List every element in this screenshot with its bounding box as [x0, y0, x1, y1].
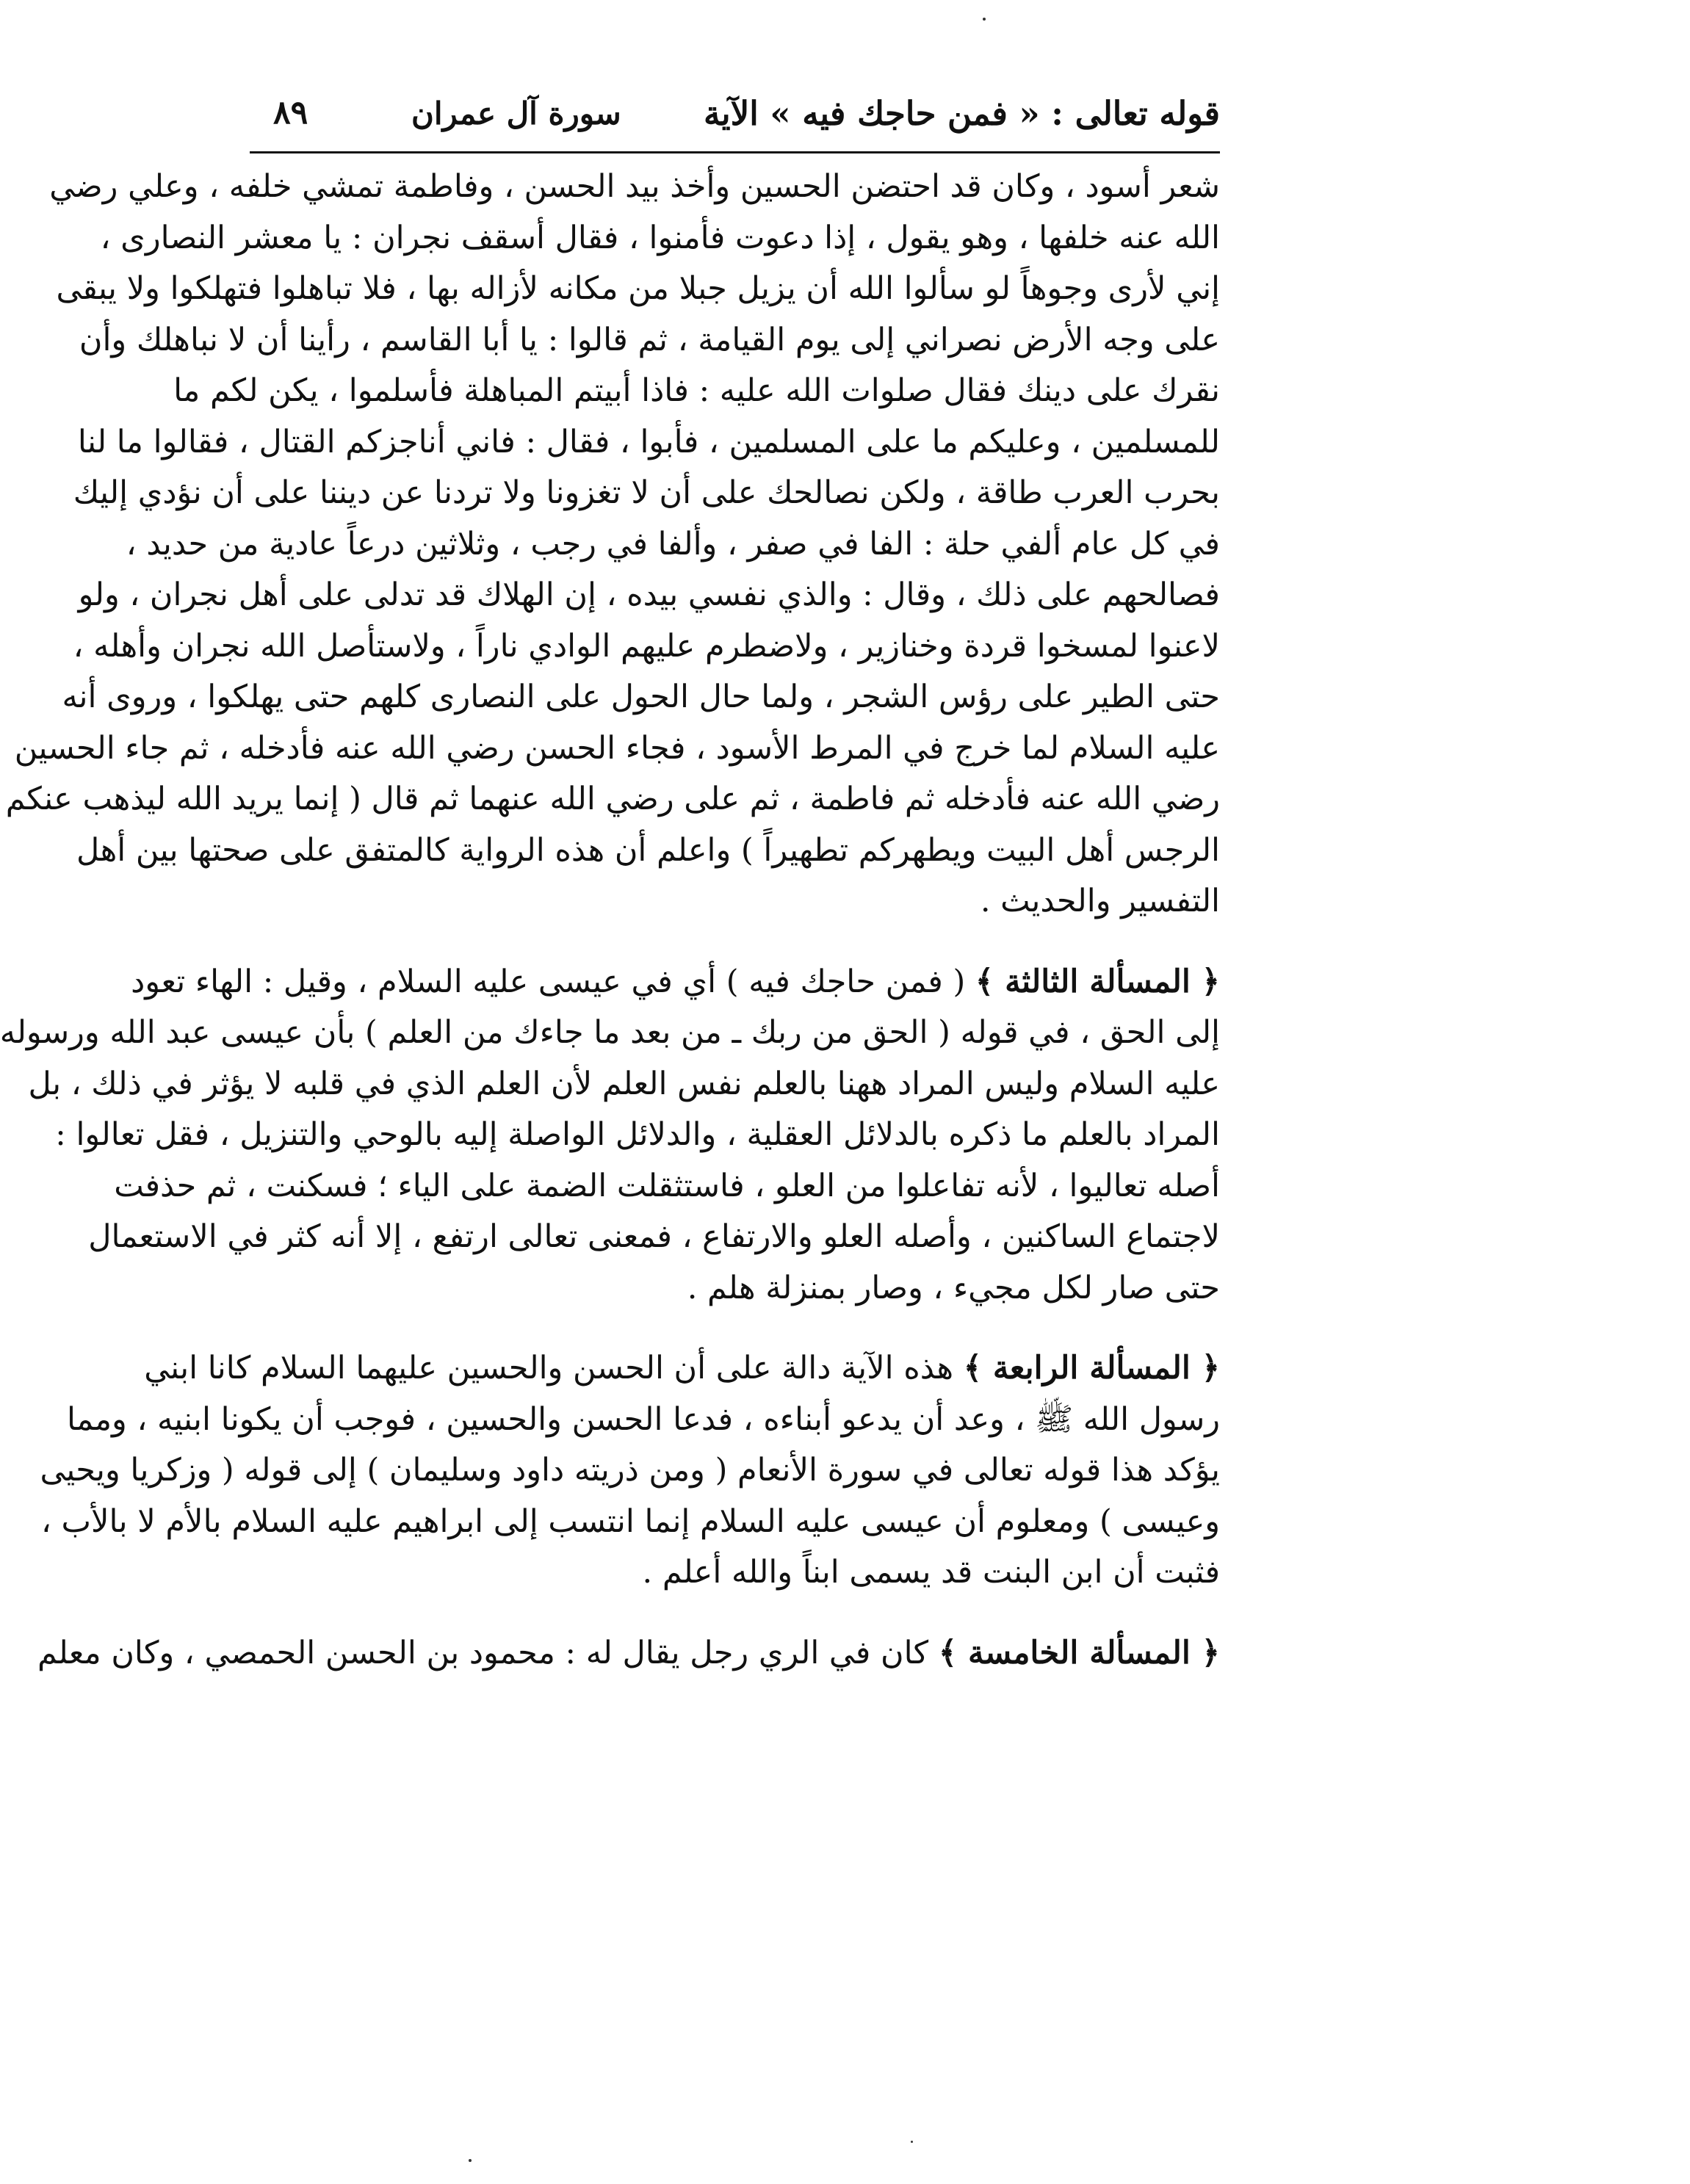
- text-line: للمسلمين ، وعليكم ما على المسلمين ، فأبوا ، فقال : فاني أناجزكم القتال ، فقالوا ما لنا: [77, 423, 1220, 460]
- running-head-surah: سورة آل عمران: [411, 95, 621, 131]
- text-fragment: هذه الآية دالة على أن الحسن والحسين عليهما السلام كانا ابني: [144, 1350, 964, 1386]
- text-fragment: ( فمن حاجك فيه ) أي في عيسى عليه السلام ، وقيل : الهاء تعود: [131, 963, 975, 1000]
- text-line: وعيسى ) ومعلوم أن عيسى عليه السلام إنما انتسب إلى ابراهيم عليه السلام بالأم لا بالأب ،: [40, 1503, 1220, 1540]
- text-line: إلى الحق ، في قوله ( الحق من ربك ـ من بعد ما جاءك من العلم ) بأن عيسى عبد الله ورسوله: [0, 1014, 1220, 1051]
- text-line: بحرب العرب طاقة ، ولكن نصالحك على أن لا تغزونا ولا تردنا عن ديننا على أن نؤدي إليك: [73, 474, 1220, 511]
- text-line: حتى صار لكل مجيء ، وصار بمنزلة هلم .: [687, 1269, 1220, 1306]
- text-line: لاجتماع الساكنين ، وأصله العلو والارتفاع ، فمعنى تعالى ارتفع ، إلا أنه كثر في الاستعمال: [88, 1218, 1220, 1255]
- text-line: [131, 957, 1220, 1008]
- paragraph-third-issue: [0, 957, 1220, 1315]
- text-line: على وجه الأرض نصراني إلى يوم القيامة ، ثم قالوا : يا أبا القاسم ، رأينا أن لا نباهلك وأن: [79, 321, 1220, 358]
- text-line: عليه السلام وليس المراد ههنا بالعلم نفس العلم لأن العلم الذي في قلبه لا يؤثر في ذلك ، بل: [28, 1065, 1220, 1102]
- paragraph-fifth-issue: [37, 1628, 1220, 1679]
- text-line: إني لأرى وجوهاً لو سألوا الله أن يزيل جبلا من مكانه لأزاله بها ، فلا تباهلوا فتهلكوا ولا يبقى: [56, 270, 1220, 307]
- text-line: أصله تعاليوا ، لأنه تفاعلوا من العلو ، فاستثقلت الضمة على الياء ؛ فسكنت ، ثم حذفت: [114, 1167, 1220, 1204]
- text-line: لاعنوا لمسخوا قردة وخنازير ، ولاضطرم عليهم الوادي ناراً ، ولاستأصل الله نجران وأهله ،: [73, 627, 1220, 665]
- section-heading: ﴿ المسألة الخامسة ﴾: [938, 1634, 1220, 1671]
- text-line: نقرك على دينك فقال صلوات الله عليه : فاذا أبيتم المباهلة فأسلموا ، يكن لكم ما: [173, 372, 1220, 409]
- scan-speck: [983, 18, 986, 21]
- section-heading: ﴿ المسألة الرابعة ﴾: [963, 1350, 1220, 1386]
- text-fragment: كان في الري رجل يقال له : محمود بن الحسن الحمصي ، وكان معلم: [37, 1634, 939, 1671]
- body-text: [0, 162, 1220, 1679]
- text-line: فصالحهم على ذلك ، وقال : والذي نفسي بيده ، إن الهلاك قد تدلى على أهل نجران ، ولو: [78, 576, 1220, 613]
- section-heading: ﴿ المسألة الثالثة ﴾: [975, 963, 1220, 1000]
- running-head-title: قوله تعالى : « فمن حاجك فيه » الآية: [703, 94, 1220, 133]
- running-head: [250, 88, 1220, 147]
- paragraph-fourth-issue: [40, 1343, 1220, 1599]
- text-line: رسول الله ﷺ ، وعد أن يدعو أبناءه ، فدعا الحسن والحسين ، فوجب أن يكونا ابنيه ، ومما: [67, 1400, 1220, 1438]
- text-line: عليه السلام لما خرج في المرط الأسود ، فجاء الحسن رضي الله عنه فأدخله ، ثم جاء الحسين: [14, 729, 1220, 767]
- header-rule: [250, 151, 1220, 153]
- page-number: ٨٩: [273, 94, 308, 131]
- text-line: في كل عام ألفي حلة : الفا في صفر ، وألفا في رجب ، وثلاثين درعاً عادية من حديد ،: [126, 525, 1220, 563]
- text-line: الرجس أهل البيت ويطهركم تطهيراً ) واعلم أن هذه الرواية كالمتفق على صحتها بين أهل: [76, 831, 1220, 869]
- text-line: رضي الله عنه فأدخله ثم فاطمة ، ثم على رضي الله عنهما ثم قال ( إنما يريد الله ليذهب عنكم: [5, 781, 1220, 817]
- scan-speck: [469, 2159, 472, 2162]
- text-line: يؤكد هذا قوله تعالى في سورة الأنعام ( ومن ذريته داود وسليمان ) إلى قوله ( وزكريا ويحيى: [40, 1452, 1220, 1489]
- text-line: شعر أسود ، وكان قد احتضن الحسين وأخذ بيد الحسن ، وفاطمة تمشي خلفه ، وعلي رضي: [49, 168, 1220, 205]
- text-line: فثبت أن ابن البنت قد يسمى ابناً والله أعلم .: [642, 1554, 1220, 1591]
- paragraph-continuation: [5, 162, 1220, 928]
- text-line: حتى الطير على رؤس الشجر ، ولما حال الحول على النصارى كلهم حتى يهلكوا ، وروى أنه: [62, 679, 1220, 715]
- text-line: [37, 1628, 1220, 1679]
- text-line: المراد بالعلم ما ذكره بالدلائل العقلية ، والدلائل الواصلة إليه بالوحي والتنزيل ، فقل تعالوا :: [55, 1116, 1220, 1153]
- text-line: [144, 1343, 1220, 1395]
- text-line: الله عنه خلفها ، وهو يقول ، إذا دعوت فأمنوا ، فقال أسقف نجران : يا معشر النصارى ،: [100, 219, 1220, 256]
- scan-speck: [911, 2141, 913, 2143]
- text-line: التفسير والحديث .: [980, 883, 1220, 919]
